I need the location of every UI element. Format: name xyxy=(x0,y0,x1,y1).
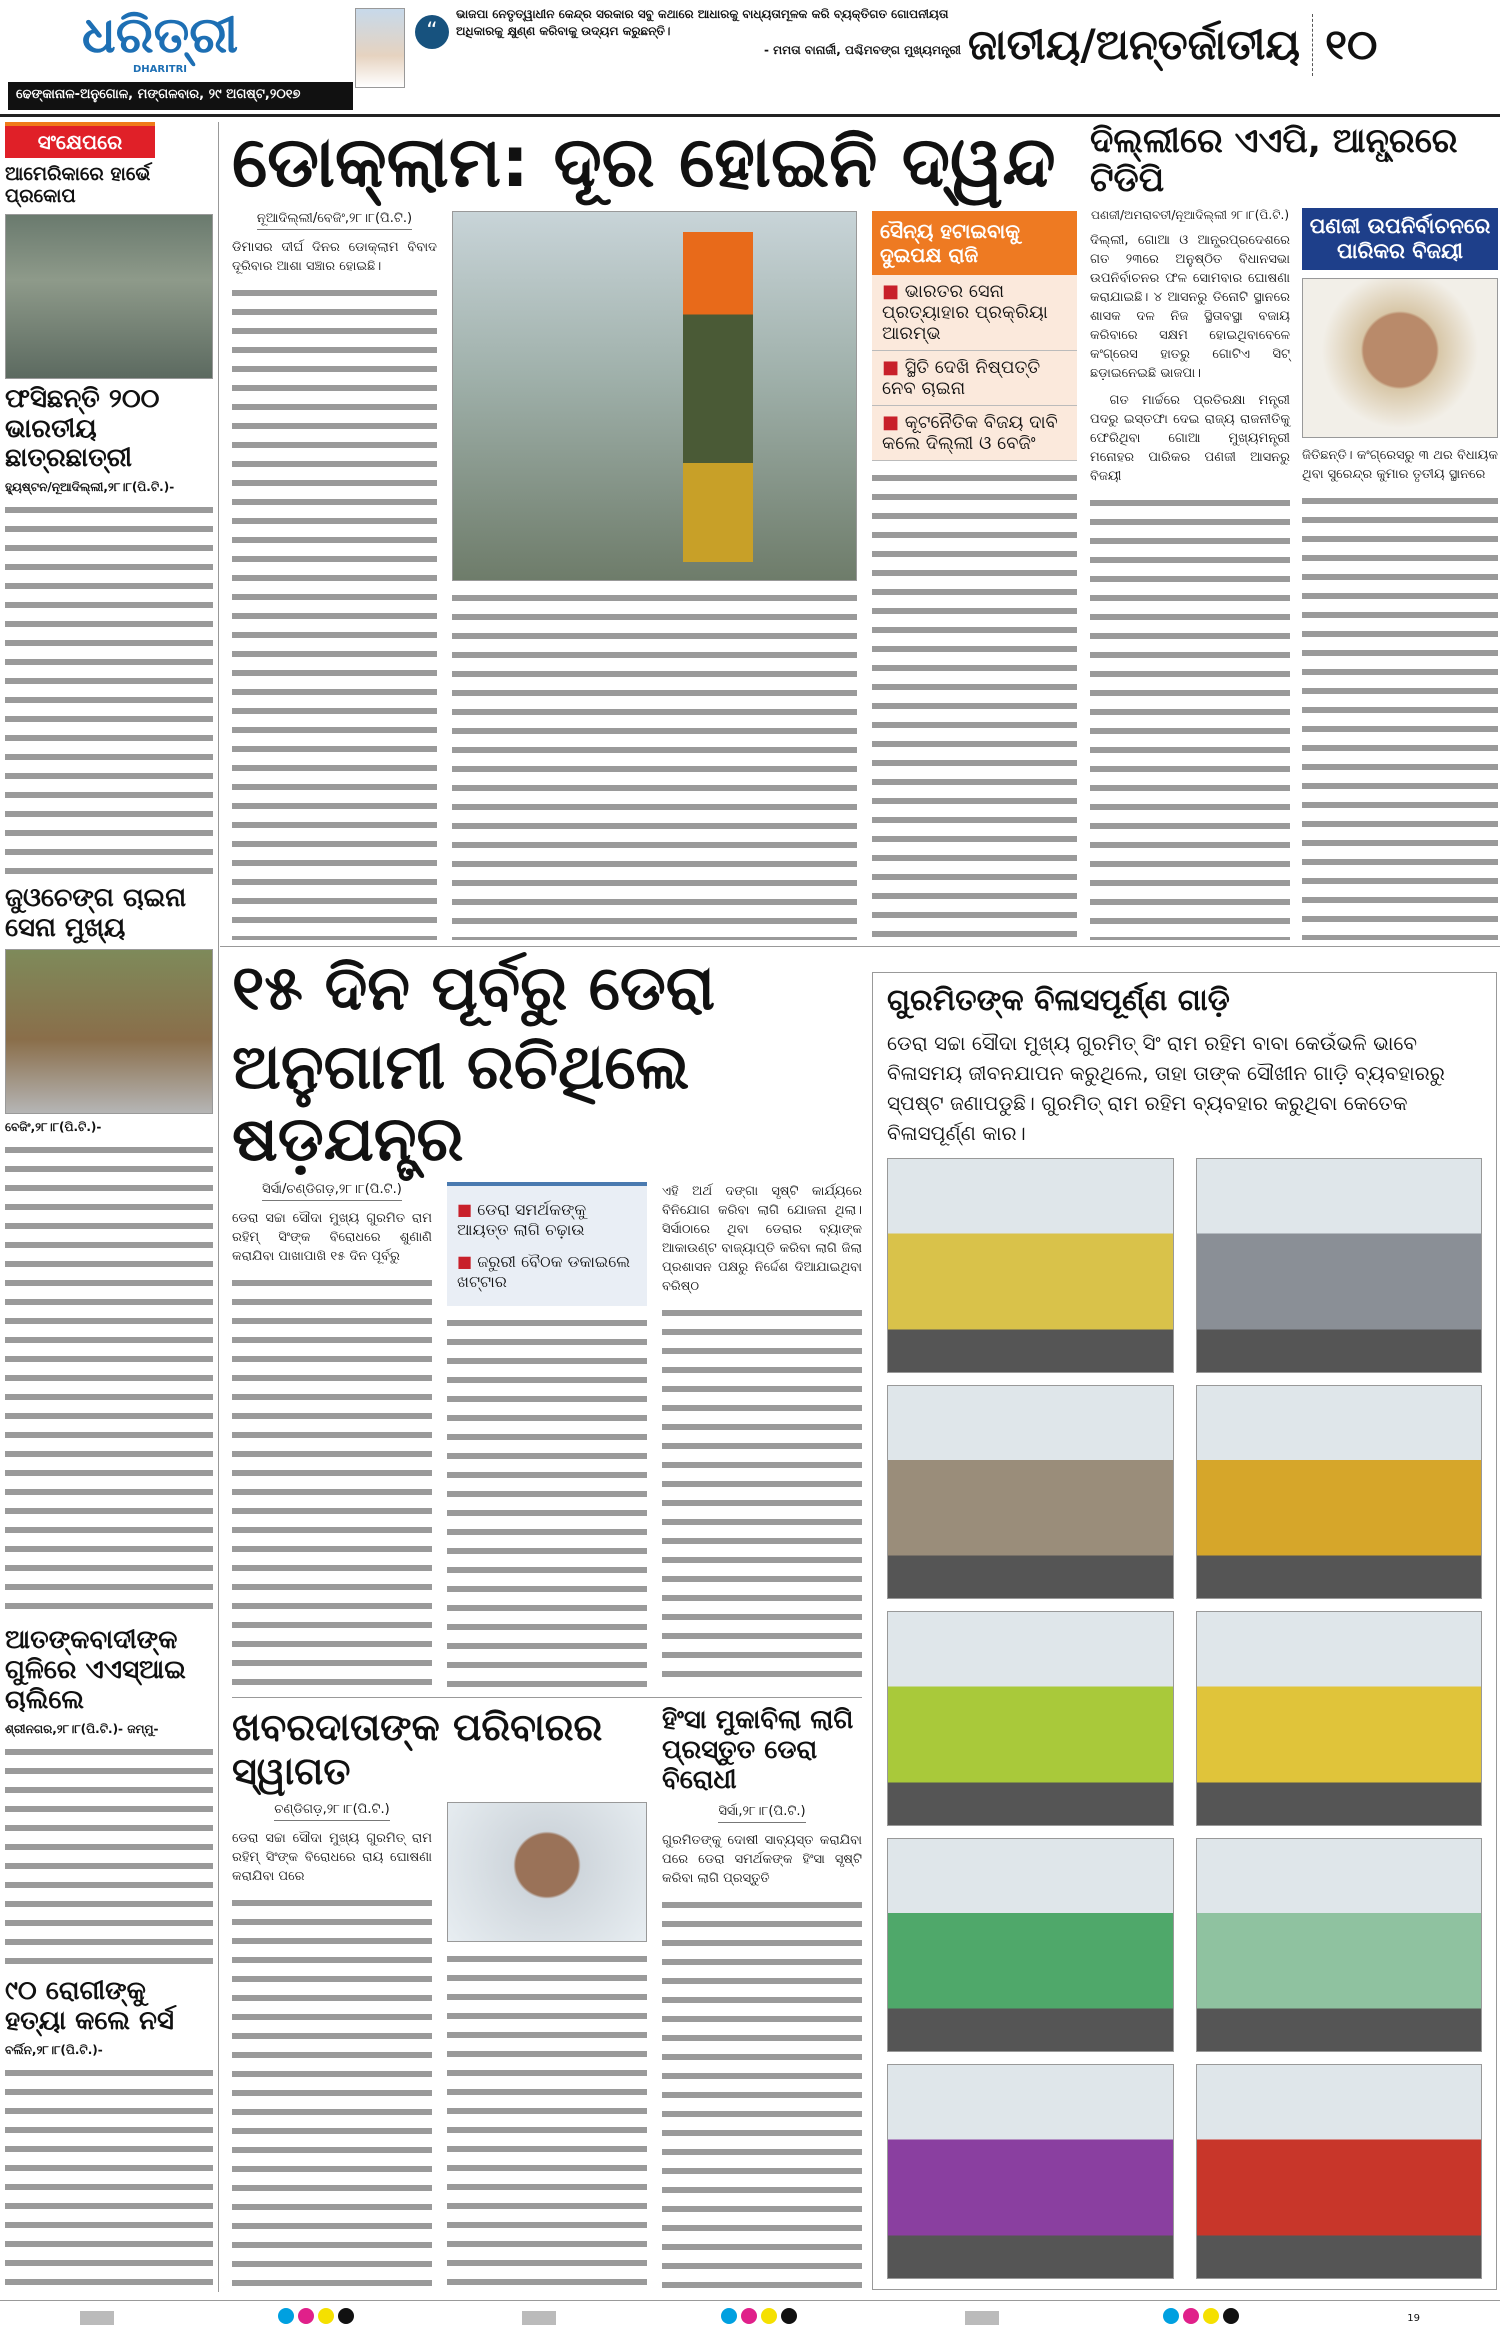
brief-title-nurse: ୯୦ ରୋଗୀଙ୍କୁ ହତ୍ୟା କଲେ ନର୍ସ xyxy=(5,1976,174,2037)
dera-headline-2: ଅନୁଗାମୀ ରଚିଥିଲେ ଷଡ଼ଯନ୍ତ୍ର xyxy=(232,1030,690,1175)
dateline: ହ୍ୟୁଷ୍ଟନ/ନୂଆଦିଲ୍ଲୀ,୨୮।୮(ପି.ଟି.)- xyxy=(5,480,175,495)
article-body xyxy=(232,284,437,941)
bypoll-headline: ଦିଲ୍ଲୀରେ ଏଏପି, ଆନ୍ଧ୍ରରେ ଟିଡିପି xyxy=(1090,121,1458,201)
cars-title: ଗୁରମିତଙ୍କ ବିଳାସପୂର୍ଣ୍ଣ ଗାଡ଼ି xyxy=(887,983,1230,1018)
bypoll-dateline: ପଣଜୀ/ଅମରାବତୀ/ନୂଆଦିଲ୍ଲୀ ୨୮।୮(ପି.ଟି.) xyxy=(1090,208,1290,223)
violence-dateline: ସିର୍ସା,୨୮।୮(ପି.ଟି.) xyxy=(718,1804,805,1823)
quote-block xyxy=(456,6,961,59)
car-photo xyxy=(1196,1385,1483,1600)
lead-headline: ଡୋକ୍ଲାମ: ଦୂର ହୋଇନି ଦ୍ୱନ୍ଦ xyxy=(232,121,1056,203)
car-photo xyxy=(1196,1158,1483,1373)
car-photo xyxy=(887,1158,1174,1373)
reporter-body: ଡେରା ସଚ୍ଚା ସୌଦା ମୁଖ୍ୟ ଗୁରମିତ୍ ରାମ ରହିମ୍ ସିଂଙ୍କ ବିରୋଧରେ ରାୟ ଘୋଷଣା କରାଯିବା ପରେ xyxy=(232,1830,432,1884)
reporter-columns xyxy=(232,1802,647,2290)
car-photo xyxy=(887,1838,1174,2053)
article-body xyxy=(5,1141,213,1620)
lead-dateline: ନୂଆଦିଲ୍ଲୀ/ବେଜିଂ,୨୮।୮(ପି.ଟି.) xyxy=(257,211,412,230)
box-bullet: ■ ଭାରତର ସେନା ପ୍ରତ୍ୟାହାର ପ୍ରକ୍ରିୟା ଆରମ୍ଭ xyxy=(872,275,1077,351)
box-bullet: ■ ଜରୁରୀ ବୈଠକ ଡକାଇଲେ ଖଟ୍ଟାର xyxy=(447,1246,647,1298)
registration-mark xyxy=(965,2311,999,2325)
car-photo xyxy=(1196,1611,1483,1826)
color-registration xyxy=(721,2308,801,2328)
box-bullet: ■ କୂଟନୈତିକ ବିଜୟ ଦାବି କଲେ ଦିଲ୍ଲୀ ଓ ବେଜିଂ xyxy=(872,406,1077,461)
general-photo xyxy=(5,949,213,1114)
section-divider xyxy=(232,1697,862,1698)
article-body xyxy=(447,1314,647,1690)
violence-story xyxy=(662,1706,862,2290)
soldier-figure xyxy=(683,232,753,562)
violence-headline: ହିଂସା ମୁକାବିଲା ଲାଗି ପ୍ରସ୍ତୁତ ଡେରା ବିରୋଧୀ xyxy=(662,1705,854,1796)
lead-box xyxy=(872,211,1077,461)
article-body xyxy=(447,1950,647,2290)
bypoll-body-2: ଗତ ମାର୍ଚ୍ଚରେ ପ୍ରତିରକ୍ଷା ମନ୍ତ୍ରୀ ପଦରୁ ଇସ୍ତଫା ଦେଇ ରାଜ୍ୟ ରାଜନୀତିକୁ ଫେରିଥିବା ଗୋଆ ମୁଖ୍ୟମନ୍ତ୍ରୀ ମନୋହର ପାରିକର ପଣଜୀ ଆସନରୁ ବିଜୟୀ xyxy=(1090,393,1290,485)
lead-story xyxy=(232,122,1077,940)
reporter-col-1 xyxy=(232,1802,432,2290)
lead-columns xyxy=(232,211,1077,941)
article-body xyxy=(1090,494,1290,940)
article-body xyxy=(5,1743,213,1971)
dera-headline-1: ୧୫ ଦିନ ପୂର୍ବରୁ ଡେରା xyxy=(232,951,716,1024)
box-title: ସୈନ୍ୟ ହଟାଇବାକୁ ଦୁଇପକ୍ଷ ରାଜି xyxy=(872,211,1077,275)
section-title: ଜାତୀୟ/ଅନ୍ତର୍ଜାତୀୟ xyxy=(968,19,1301,69)
parrikar-photo xyxy=(1302,278,1498,438)
dera-col-2 xyxy=(447,1182,647,1690)
quote-icon: “ xyxy=(415,15,449,49)
article-body xyxy=(5,501,213,877)
article-body xyxy=(232,1274,432,1690)
bypoll-body: ଦିଲ୍ଲୀ, ଗୋଆ ଓ ଆନ୍ଧ୍ରପ୍ରଦେଶରେ ଗତ ୨୩ରେ ଅନୁଷ୍ଠିତ ବିଧାନସଭା ଉପନିର୍ବାଚନର ଫଳ ସୋମବାର ଘୋଷଣା କରାଯାଇଛି। ୪ ଆସନରୁ ତିନୋଟି ସ୍ଥାନରେ ଶାସକ ଦଳ ନିଜ ସ୍ଥିତାବସ୍ଥା ବଜାୟ କରିବାରେ ସକ୍ଷମ ହୋଇଥିବାବେଳେ କଂଗ୍ରେସ ହାତରୁ ଗୋଟିଏ ସିଟ୍ ଛଡ଼ାଇନେଇଛି ଭାଜପା। xyxy=(1090,233,1290,382)
brief-title-harvey: ଆମେରିକାରେ ହାର୍ଭେ ପ୍ରକୋପ xyxy=(5,163,151,207)
registration-mark xyxy=(80,2311,114,2325)
car-photo xyxy=(1196,1838,1483,2053)
reporter-headline: ଖବରଦାତାଙ୍କ ପରିବାରର ସ୍ୱାଗତ xyxy=(232,1705,603,1794)
car-photo xyxy=(1196,2064,1483,2279)
dera-col-1 xyxy=(232,1182,432,1690)
bypoll-body-3: ଜିତିଛନ୍ତି। କଂଗ୍ରେସରୁ ୩ ଥର ବିଧାୟକ ଥିବା ସୁରେନ୍ଦ୍ର କୁମାର ତୃତୀୟ ସ୍ଥାନରେ xyxy=(1302,448,1498,483)
car-photo xyxy=(887,1611,1174,1826)
quote-text: ଭାଜପା ନେତୃତ୍ୱାଧୀନ କେନ୍ଦ୍ର ସରକାର ସବୁ କଥାରେ ଆଧାରକୁ ବାଧ୍ୟତାମୂଳକ କରି ବ୍ୟକ୍ତିଗତ ଗୋପନୀୟତା ଅଧିକାରକୁ କ୍ଷୁଣ୍ଣ କରିବାକୁ ଉଦ୍ୟମ କରୁଛନ୍ତି। xyxy=(456,7,949,38)
dateline: ଶ୍ରୀନଗର,୨୮।୮(ପି.ଟି.)- ଜମ୍ମୁ- xyxy=(5,1722,159,1737)
reporter-photo xyxy=(447,1802,647,1942)
page-number: ୧୦ xyxy=(1325,19,1378,69)
lead-col-2 xyxy=(452,211,857,941)
section-divider xyxy=(220,946,1500,947)
box-bullet: ■ ସ୍ଥିତି ଦେଖି ନିଷ୍ପତ୍ତି ନେବ ଚାଇନା xyxy=(872,351,1077,406)
bottom-stories xyxy=(232,1706,862,2290)
header-rule xyxy=(0,114,1500,117)
bypoll-story xyxy=(1090,122,1498,940)
dateline-bar: ଢେଙ୍କାନାଳ-ଅନୁଗୋଳ, ମଙ୍ଗଳବାର, ୨୯ ଅଗଷ୍ଟ,୨୦୧୭ xyxy=(8,82,353,110)
quote-photo xyxy=(355,8,405,88)
lead-col-1 xyxy=(232,211,437,941)
article-body xyxy=(452,589,857,941)
article-body xyxy=(662,1304,862,1690)
cars-feature xyxy=(872,972,1497,2290)
brief-label: ସଂକ୍ଷେପରେ xyxy=(5,122,155,158)
quote-author: - ମମତା ବାନାର୍ଜୀ, ପଶ୍ଚିମବଙ୍ଗ ମୁଖ୍ୟମନ୍ତ୍ରୀ xyxy=(763,43,961,57)
registration-mark xyxy=(522,2311,556,2325)
brief-title-china: ଜୁଓଚେଙ୍ଗ ଚାଇନା ସେନା ମୁଖ୍ୟ xyxy=(5,882,187,943)
dera-box xyxy=(447,1182,647,1306)
lead-col-3 xyxy=(872,211,1077,941)
column-divider xyxy=(218,122,219,2292)
divider xyxy=(1312,14,1313,76)
box-bullet: ■ ଡେରା ସମର୍ଥକଙ୍କୁ ଆୟତ୍ତ ଲାଗି ଚଢ଼ାଉ xyxy=(447,1194,647,1246)
violence-body: ଗୁରମିତଙ୍କୁ ଦୋଷୀ ସାବ୍ୟସ୍ତ କରାଯିବା ପରେ ଡେରା ସମର୍ଥକଙ୍କ ହିଂସା ସୃଷ୍ଟି କରିବା ଲାଗି ପ୍ରସ୍ତୁତି xyxy=(662,1833,862,1887)
color-registration xyxy=(1163,2308,1243,2328)
color-registration xyxy=(278,2308,358,2328)
brief-title-asi: ଆତଙ୍କବାଦୀଙ୍କ ଗୁଳିରେ ଏଏସ୍ଆଇ ଚାଲିଲେ xyxy=(5,1625,186,1716)
dera-col-3 xyxy=(662,1182,862,1690)
dateline: ବେଜିଂ,୨୮।୮(ପି.ଟି.)- xyxy=(5,1120,102,1135)
bypoll-columns xyxy=(1090,208,1498,940)
dera-body-2: ଏହି ଅର୍ଥ ଦଙ୍ଗା ସୃଷ୍ଟି କାର୍ଯ୍ୟରେ ବିନିଯୋଗ କରିବା ଲାଗି ଯୋଜନା ଥିଲା। ସିର୍ସାଠାରେ ଥିବା ଡେରାର ବ୍ୟାଙ୍କ ଆକାଉଣ୍ଟ ବାଜ୍ୟାପ୍ତି କରିବା ଲାଗି ଜିଲା ପ୍ରଶାସନ ପକ୍ଷରୁ ନିର୍ଦ୍ଦେଶ ଦିଆଯାଇଥିବା ବରିଷ୍ଠ xyxy=(662,1183,862,1294)
dera-columns xyxy=(232,1182,862,1690)
soldier-photo xyxy=(452,211,857,581)
cars-caption: ଡେରା ସଚ୍ଚା ସୌଦା ମୁଖ୍ୟ ଗୁରମିତ୍ ସିଂ ରାମ ରହିମ ବାବା କେଉଁଭଳି ଭାବେ ବିଳାସମୟ ଜୀବନଯାପନ କରୁଥିଲେ, ତାହା ତାଙ୍କ ସୌଖୀନ ଗାଡ଼ି ବ୍ୟବହାରରୁ ସ୍ପଷ୍ଟ ଜଣାପଡୁଛି। ଗୁରମିତ୍ ରାମ ରହିମ ବ୍ୟବହାର କରୁଥିବା କେତେକ ବିଳାସପୂର୍ଣ୍ଣ କାର। xyxy=(887,1031,1445,1145)
article-body xyxy=(232,1894,432,2290)
logo-subtext: DHARITRI xyxy=(132,64,188,75)
article-body xyxy=(1302,492,1498,940)
bypoll-col-1 xyxy=(1090,208,1290,940)
car-photo xyxy=(887,2064,1174,2279)
car-photo-grid xyxy=(887,1158,1482,2279)
dateline: ବର୍ଲିନ,୨୮।୮(ପି.ଟି.)- xyxy=(5,2042,103,2057)
dera-body: ଡେରା ସଚ୍ଚା ସୌଦା ମୁଖ୍ୟ ଗୁରମିତ ରାମ ରହିମ୍ ସିଂଙ୍କ ବିରୋଧରେ ଶୁଣାଣି କରାଯିବା ପାଖାପାଖି ୧୫ ଦିନ ପୂର୍ବରୁ xyxy=(232,1210,432,1264)
bypoll-col-2 xyxy=(1302,208,1498,940)
masthead-logo xyxy=(70,6,250,75)
brief-column xyxy=(5,122,213,2292)
footer-bar xyxy=(0,2300,1500,2335)
brief-title-students: ଫସିଛନ୍ତି ୨୦୦ ଭାରତୀୟ ଛାତ୍ରଛାତ୍ରୀ xyxy=(5,383,160,474)
reporter-col-2 xyxy=(447,1802,647,2290)
article-body xyxy=(662,1896,862,2290)
reporter-dateline: ଚଣ୍ଡିଗଡ଼,୨୮।୮(ପି.ଟି.) xyxy=(274,1802,390,1821)
reporter-story xyxy=(232,1706,647,2290)
logo-text: ଧରିତ୍ରୀ xyxy=(81,6,239,64)
lead-body: ଡିମାସର ଦୀର୍ଘ ଦିନର ଡୋକ୍ଲାମ ବିବାଦ ଦୂରିବାର ଆଶା ସଞ୍ଚାର ହୋଇଛି। xyxy=(232,239,437,274)
article-body xyxy=(5,2064,213,2292)
dera-story xyxy=(232,952,862,2290)
dera-dateline: ସିର୍ସା/ଚଣ୍ଡିଗଡ଼,୨୮।୮(ପି.ଟି.) xyxy=(262,1182,402,1201)
section-header xyxy=(968,14,1498,76)
flood-photo xyxy=(5,214,213,379)
parrikar-box: ପଣଜୀ ଉପନିର୍ବାଚନରେ ପାରିକର ବିଜୟୀ xyxy=(1302,208,1498,270)
car-photo xyxy=(887,1385,1174,1600)
page-folio: 19 xyxy=(1407,2312,1420,2324)
article-body xyxy=(872,469,1077,941)
